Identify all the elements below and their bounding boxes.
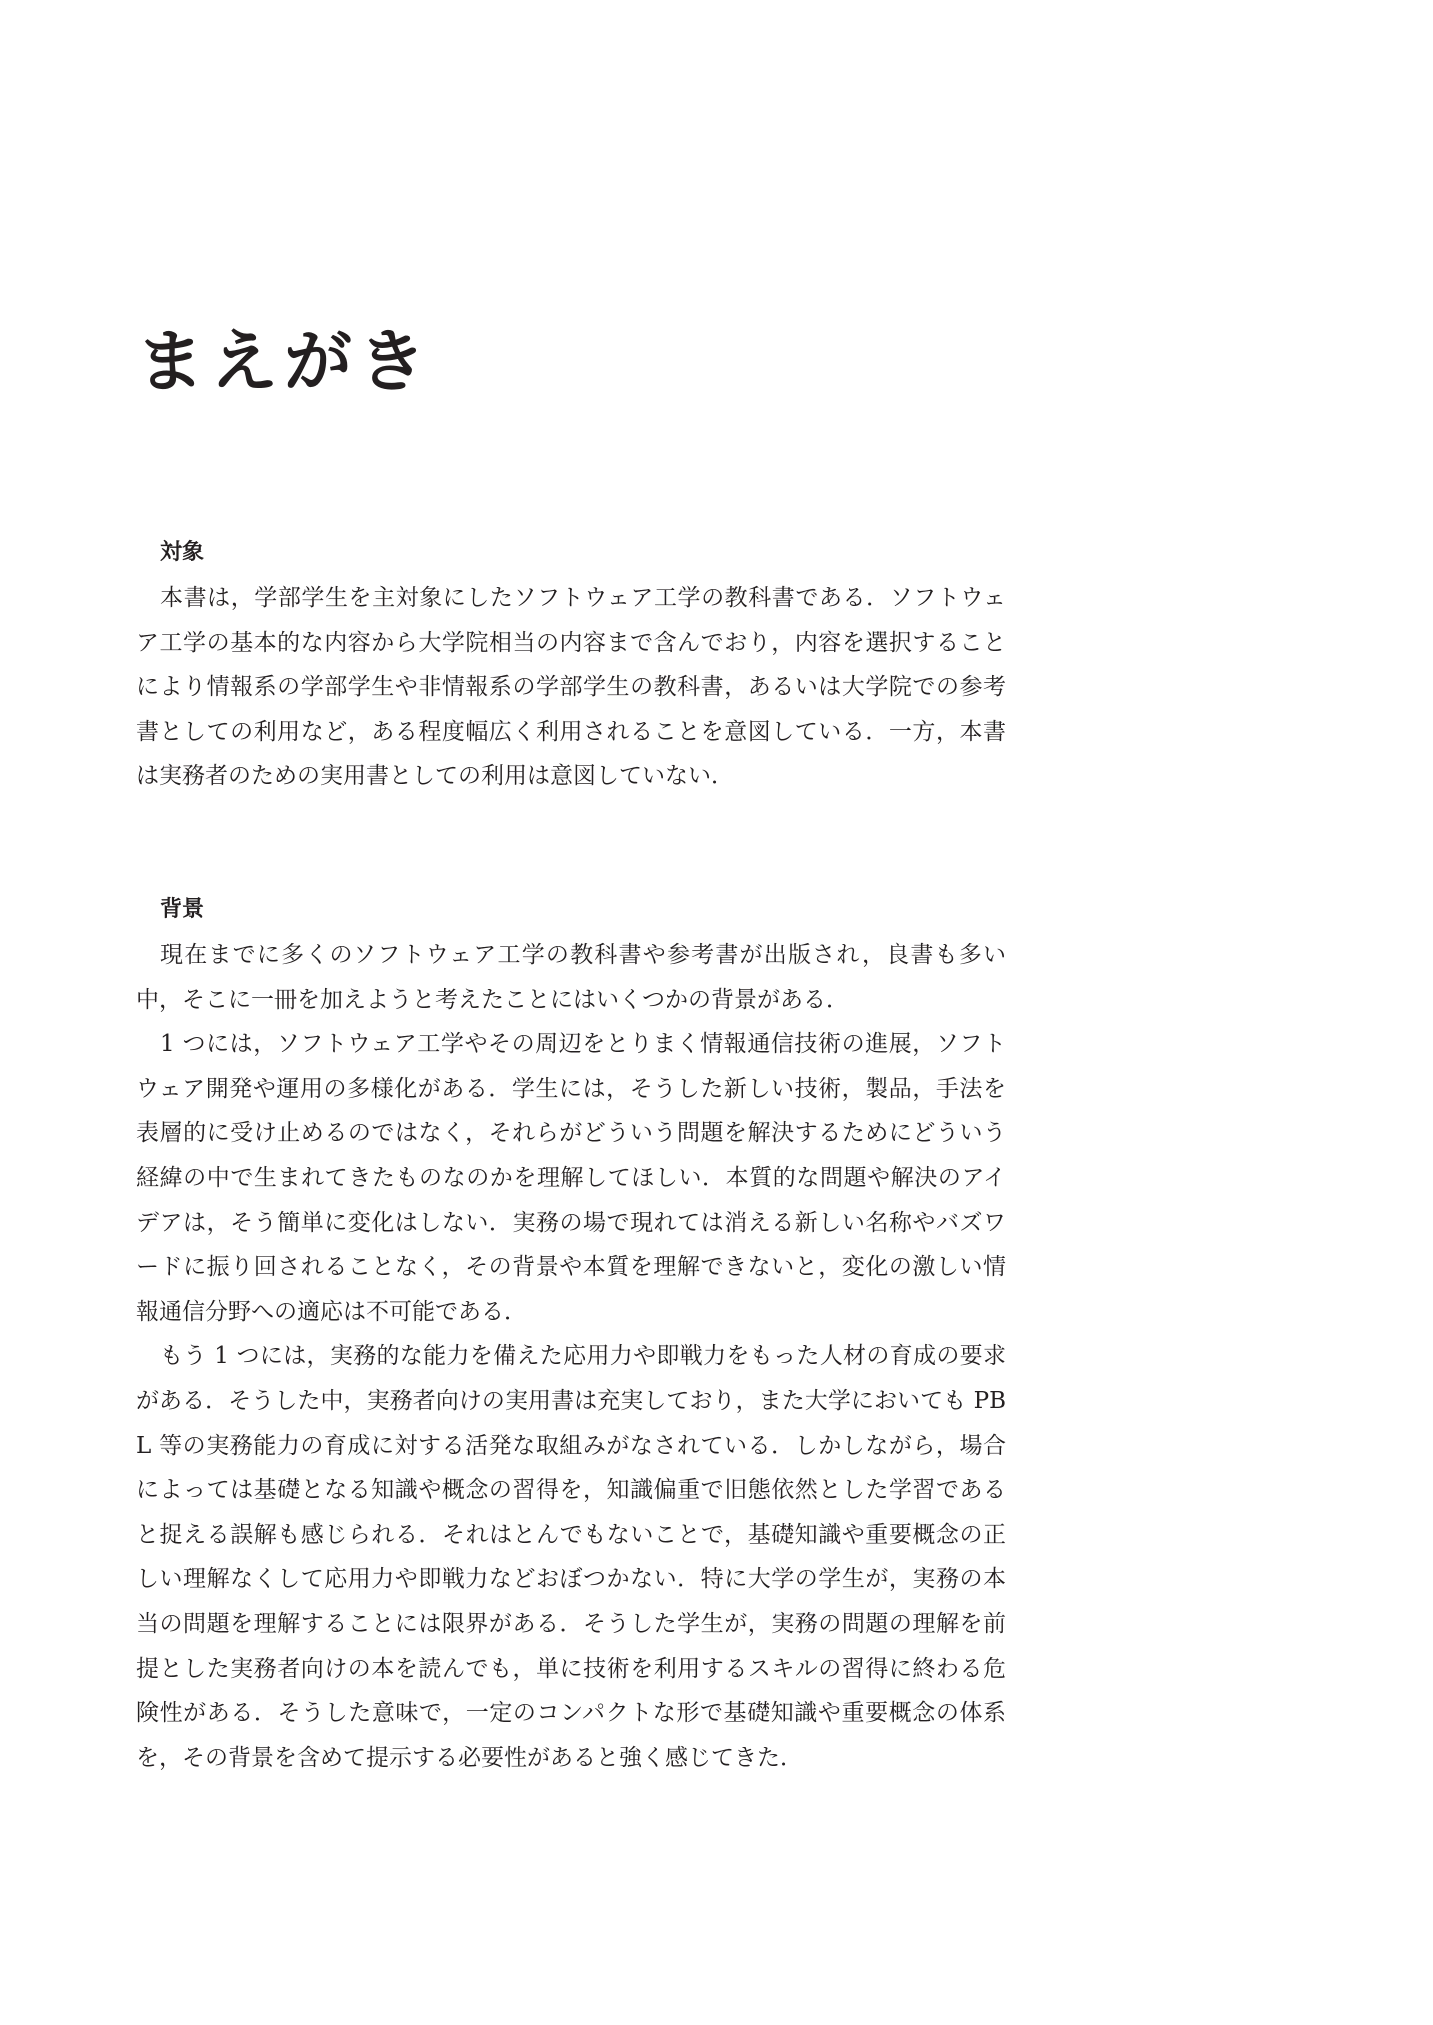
paragraph-background-3: もう 1 つには，実務的な能力を備えた応用力や即戦力をもった人材の育成の要求がある．そうした中，実務者向けの実用書は充実しており，また大学においても PBL 等の実務能力の育成に対する活発な取組みがなされている．しかしながら，場合によっては基礎となる知識や概念の習得を，知識偏重で旧態依然とした学習であると捉える誤解も感じられる．それはとんでもないことで，基礎知識や重要概念の正しい理解なくして応用力や即戦力などおぼつかない．特に大学の学生が，実務の本当の問題を理解することには限界がある．そうした学生が，実務の問題の理解を前提とした実務者向けの本を読んでも，単に技術を利用するスキルの習得に終わる危険性がある．そうした意味で，一定のコンパクトな形で基礎知識や重要概念の体系を，その背景を含めて提示する必要性があると強く感じてきた．	[136, 1343, 1006, 1771]
section-background	[136, 887, 1006, 1780]
section-target-audience	[136, 530, 1006, 799]
page-title: まえがき	[136, 323, 433, 402]
paragraph-background-1: 現在までに多くのソフトウェア工学の教科書や参考書が出版され，良書も多い中，そこに一冊を加えようと考えたことにはいくつかの背景がある．	[136, 942, 1006, 1013]
document-page	[136, 0, 1006, 2025]
section-heading-background: 背景	[160, 897, 205, 922]
section-heading-target: 対象	[160, 540, 205, 565]
paragraph-target-1: 本書は，学部学生を主対象にしたソフトウェア工学の教科書である．ソフトウェア工学の基本的な内容から大学院相当の内容まで含んでおり，内容を選択することにより情報系の学部学生や非情報系の学部学生の教科書，あるいは大学院での参考書としての利用など，ある程度幅広く利用されることを意図している．一方，本書は実務者のための実用書としての利用は意図していない．	[136, 585, 1006, 790]
paragraph-background-2: 1 つには，ソフトウェア工学やその周辺をとりまく情報通信技術の進展，ソフトウェア開発や運用の多様化がある．学生には，そうした新しい技術，製品，手法を表層的に受け止めるのではなく，それらがどういう問題を解決するためにどういう経緯の中で生まれてきたものなのかを理解してほしい．本質的な問題や解決のアイデアは，そう簡単に変化はしない．実務の場で現れては消える新しい名称やバズワードに振り回されることなく，その背景や本質を理解できないと，変化の激しい情報通信分野への適応は不可能である．	[136, 1031, 1006, 1325]
